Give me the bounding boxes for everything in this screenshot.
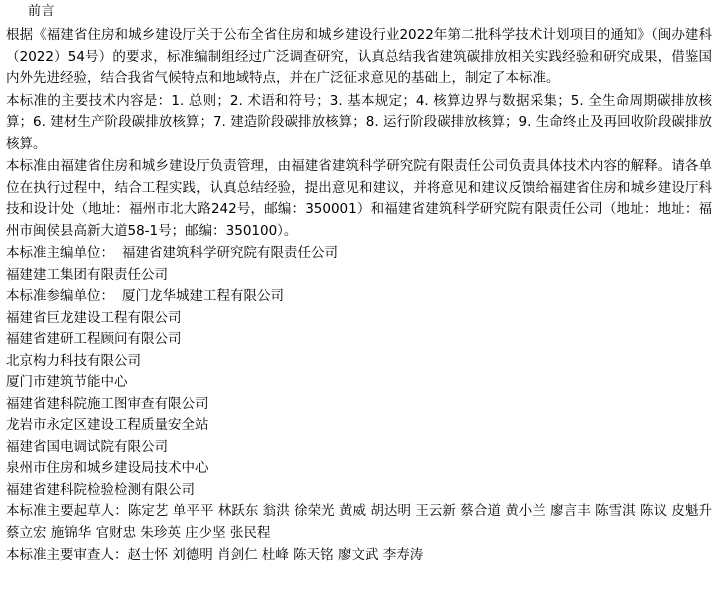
participating-unit-line [6,286,712,308]
paragraph-administration: 本标准由福建省住房和城乡建设厅负责管理，由福建省建筑科学研究院有限责任公司负责具体技术内容的解释。请各单位在执行过程中，结合工程实践，认真总结经验，提出意见和建议，并将意见和建议反馈给福建省住房和城乡建设厅科技和设计处（地址：福州市北大路242号，邮编：350001）和福建省建筑科学研究院有限责任公司（地址：地址：福州市闽侯县高新大道58-1号；邮编：350100）。 [6,158,712,239]
participating-unit-item-10: 福建省建科院检验检测有限公司 [6,481,195,498]
drafters-label: 本标准主要起草人： [6,503,128,519]
participating-unit-item-8: 福建省国电调试院有限公司 [6,438,168,455]
paragraph-contents: 本标准的主要技术内容是：1. 总则；2. 术语和符号；3. 基本规定；4. 核算边界与数据采集；5. 全生命周期碳排放核算；6. 建材生产阶段碳排放核算；7. 建造阶段碳排放核算；8. 运行阶段碳排放核算；9. 生命终止及再回收阶段碳排放核算。 [6,92,712,152]
participating-unit-item-6: 福建省建科院施工图审查有限公司 [6,395,209,412]
chief-editor-unit-item-2: 福建建工集团有限责任公司 [6,266,168,283]
reviewers-names: 赵士怀 刘德明 肖剑仁 杜峰 陈天铭 廖文武 李寿涛 [127,547,424,563]
document-page [0,3,718,599]
page-title: 前言 [28,4,56,19]
paragraph-background: 根据《福建省住房和城乡建设厅关于公布全省住房和城乡建设行业2022年第二批科学技术计划项目的通知》（闽办建科（2022）54号）的要求，标准编制组经过广泛调查研究，认真总结我省建筑碳排放相关实践经验和研究成果，借鉴国内外先进经验，结合我省气候特点和地域特点，并在广泛征求意见的基础上，制定了本标准。 [6,27,712,86]
chief-editor-unit-label: 本标准主编单位： [6,245,114,261]
participating-unit-item-5: 厦门市建筑节能中心 [6,374,128,390]
participating-unit-item-9: 泉州市住房和城乡建设局技术中心 [6,460,209,476]
participating-unit-value: 厦门龙华城建工程有限公司 [122,288,284,304]
participating-unit-item-3: 福建省建研工程顾问有限公司 [6,331,182,347]
reviewers-label: 本标准主要审查人： [6,547,128,563]
participating-unit-item-7: 龙岩市永定区建设工程质量安全站 [6,417,209,433]
reviewers-line [6,545,712,567]
chief-editor-unit-line [6,243,712,265]
chief-editor-unit-value: 福建省建筑科学研究院有限责任公司 [122,245,338,261]
drafters-line [6,501,712,544]
participating-unit-item-4: 北京构力科技有限公司 [6,352,141,369]
participating-unit-item-2: 福建省巨龙建设工程有限公司 [6,309,182,326]
drafters-names: 陈定艺 单平平 林跃东 翁洪 徐荣光 黄威 胡达明 王云新 蔡合道 黄小兰 廖言丰 陈雪淇 陈议 皮魁升 蔡立宏 施锦华 官财忠 朱珍英 庄少坚 张民程 [6,503,713,541]
participating-unit-label: 本标准参编单位： [6,288,114,304]
